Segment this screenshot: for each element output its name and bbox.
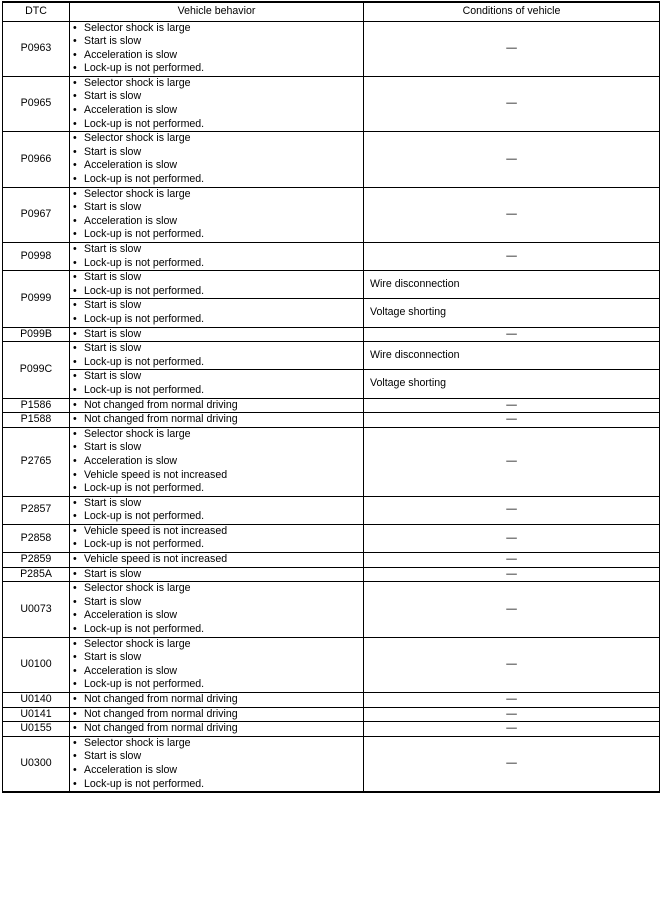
dtc-code: P099B (3, 327, 70, 342)
condition-cell: — (364, 553, 660, 568)
behavior-item: • Selector shock is large (73, 22, 363, 36)
table-row (3, 187, 660, 242)
behavior-item: • Lock-up is not performed. (73, 778, 363, 792)
dtc-code: P099C (3, 342, 70, 398)
behavior-item: • Start is slow (73, 441, 363, 455)
behavior-item: • Acceleration is slow (73, 49, 363, 63)
dtc-code: U0140 (3, 693, 70, 708)
condition-cell: — (364, 243, 660, 271)
behavior-item: • Selector shock is large (73, 188, 363, 202)
behavior-item: • Start is slow (73, 201, 363, 215)
dtc-code: U0073 (3, 582, 70, 637)
behavior-item: • Not changed from normal driving (73, 708, 363, 722)
table-row (3, 243, 660, 271)
table-row (3, 76, 660, 131)
behavior-list (73, 553, 363, 567)
dtc-code: U0100 (3, 637, 70, 692)
behavior-cell (70, 567, 364, 582)
behavior-item: • Start is slow (73, 146, 363, 160)
table-row (3, 271, 660, 299)
behavior-cell (70, 327, 364, 342)
table-body (3, 21, 660, 792)
dtc-code: P2858 (3, 524, 70, 552)
behavior-item: • Lock-up is not performed. (73, 623, 363, 637)
condition-cell: — (364, 76, 660, 131)
table-row (3, 427, 660, 496)
behavior-list (73, 582, 363, 636)
behavior-item: • Lock-up is not performed. (73, 62, 363, 76)
dtc-code: U0300 (3, 736, 70, 792)
table-row (3, 398, 660, 413)
condition-cell: Wire disconnection (364, 271, 660, 299)
behavior-list (73, 737, 363, 791)
behavior-cell (70, 243, 364, 271)
behavior-cell (70, 76, 364, 131)
condition-cell: — (364, 736, 660, 792)
behavior-cell (70, 370, 364, 398)
behavior-list (73, 328, 363, 342)
dtc-table (2, 1, 660, 793)
behavior-item: • Selector shock is large (73, 582, 363, 596)
behavior-cell (70, 299, 364, 327)
condition-cell: Wire disconnection (364, 342, 660, 370)
condition-cell: — (364, 327, 660, 342)
condition-cell: — (364, 496, 660, 524)
behavior-cell (70, 427, 364, 496)
behavior-item: • Lock-up is not performed. (73, 384, 363, 398)
condition-cell: — (364, 637, 660, 692)
table-row (3, 299, 660, 327)
condition-cell: — (364, 524, 660, 552)
behavior-item: • Lock-up is not performed. (73, 510, 363, 524)
behavior-cell (70, 187, 364, 242)
behavior-list (73, 188, 363, 242)
dtc-code: P2859 (3, 553, 70, 568)
behavior-item: • Start is slow (73, 328, 363, 342)
behavior-list (73, 708, 363, 722)
behavior-item: • Lock-up is not performed. (73, 356, 363, 370)
behavior-item: • Start is slow (73, 497, 363, 511)
dtc-code: P0967 (3, 187, 70, 242)
behavior-cell (70, 736, 364, 792)
behavior-item: • Not changed from normal driving (73, 413, 363, 427)
behavior-list (73, 568, 363, 582)
behavior-item: • Lock-up is not performed. (73, 285, 363, 299)
behavior-item: • Lock-up is not performed. (73, 482, 363, 496)
behavior-item: • Selector shock is large (73, 638, 363, 652)
behavior-cell (70, 342, 364, 370)
table-row (3, 553, 660, 568)
behavior-list (73, 77, 363, 131)
behavior-item: • Selector shock is large (73, 737, 363, 751)
behavior-cell (70, 553, 364, 568)
behavior-item: • Lock-up is not performed. (73, 538, 363, 552)
behavior-cell (70, 21, 364, 76)
behavior-item: • Lock-up is not performed. (73, 313, 363, 327)
behavior-list (73, 525, 363, 552)
behavior-item: • Lock-up is not performed. (73, 118, 363, 132)
dtc-code: P1586 (3, 398, 70, 413)
behavior-cell (70, 524, 364, 552)
behavior-item: • Acceleration is slow (73, 764, 363, 778)
header-vehicle-behavior: Vehicle behavior (70, 2, 364, 21)
behavior-item: • Start is slow (73, 299, 363, 313)
table-row (3, 342, 660, 370)
table-row (3, 722, 660, 737)
dtc-code: P0999 (3, 271, 70, 327)
behavior-list (73, 722, 363, 736)
table-row (3, 707, 660, 722)
behavior-item: • Acceleration is slow (73, 159, 363, 173)
behavior-item: • Start is slow (73, 90, 363, 104)
behavior-list (73, 132, 363, 186)
condition-cell: — (364, 722, 660, 737)
behavior-item: • Acceleration is slow (73, 455, 363, 469)
behavior-item: • Lock-up is not performed. (73, 228, 363, 242)
behavior-cell (70, 693, 364, 708)
behavior-item: • Start is slow (73, 651, 363, 665)
behavior-list (73, 638, 363, 692)
behavior-list (73, 693, 363, 707)
table-row (3, 370, 660, 398)
behavior-cell (70, 132, 364, 187)
behavior-item: • Acceleration is slow (73, 665, 363, 679)
behavior-list (73, 370, 363, 397)
behavior-item: • Vehicle speed is not increased (73, 525, 363, 539)
behavior-cell (70, 637, 364, 692)
condition-cell: — (364, 398, 660, 413)
behavior-item: • Start is slow (73, 243, 363, 257)
condition-cell: — (364, 707, 660, 722)
dtc-code: U0141 (3, 707, 70, 722)
behavior-cell (70, 582, 364, 637)
table-row (3, 327, 660, 342)
dtc-code: P2765 (3, 427, 70, 496)
behavior-list (73, 299, 363, 326)
behavior-item: • Lock-up is not performed. (73, 678, 363, 692)
behavior-item: • Start is slow (73, 596, 363, 610)
header-dtc: DTC (3, 2, 70, 21)
table-row (3, 637, 660, 692)
condition-cell: Voltage shorting (364, 370, 660, 398)
behavior-item: • Acceleration is slow (73, 104, 363, 118)
dtc-code: P2857 (3, 496, 70, 524)
dtc-code: U0155 (3, 722, 70, 737)
table-row (3, 693, 660, 708)
behavior-list (73, 271, 363, 298)
behavior-item: • Start is slow (73, 35, 363, 49)
behavior-item: • Not changed from normal driving (73, 399, 363, 413)
table-row (3, 582, 660, 637)
dtc-code: P0998 (3, 243, 70, 271)
behavior-item: • Selector shock is large (73, 428, 363, 442)
behavior-item: • Vehicle speed is not increased (73, 469, 363, 483)
behavior-cell (70, 707, 364, 722)
condition-cell: — (364, 582, 660, 637)
behavior-item: • Acceleration is slow (73, 609, 363, 623)
behavior-item: • Selector shock is large (73, 132, 363, 146)
behavior-cell (70, 398, 364, 413)
table-row (3, 567, 660, 582)
behavior-item: • Start is slow (73, 342, 363, 356)
behavior-item: • Selector shock is large (73, 77, 363, 91)
table-row (3, 736, 660, 792)
behavior-list (73, 243, 363, 270)
behavior-item: • Lock-up is not performed. (73, 257, 363, 271)
table-row (3, 413, 660, 428)
behavior-list (73, 413, 363, 427)
condition-cell: — (364, 21, 660, 76)
behavior-item: • Not changed from normal driving (73, 722, 363, 736)
behavior-item: • Acceleration is slow (73, 215, 363, 229)
header-row (3, 2, 660, 21)
condition-cell: — (364, 187, 660, 242)
condition-cell: — (364, 693, 660, 708)
condition-cell: — (364, 427, 660, 496)
dtc-code: P0966 (3, 132, 70, 187)
table-row (3, 132, 660, 187)
behavior-item: • Start is slow (73, 750, 363, 764)
condition-cell: — (364, 413, 660, 428)
table-row (3, 21, 660, 76)
dtc-code: P0965 (3, 76, 70, 131)
behavior-item: • Vehicle speed is not increased (73, 553, 363, 567)
behavior-list (73, 22, 363, 76)
behavior-item: • Not changed from normal driving (73, 693, 363, 707)
behavior-list (73, 428, 363, 496)
header-conditions: Conditions of vehicle (364, 2, 660, 21)
behavior-item: • Start is slow (73, 568, 363, 582)
dtc-code: P285A (3, 567, 70, 582)
condition-cell: — (364, 132, 660, 187)
behavior-cell (70, 413, 364, 428)
dtc-code: P0963 (3, 21, 70, 76)
behavior-item: • Start is slow (73, 271, 363, 285)
condition-cell: — (364, 567, 660, 582)
table-row (3, 524, 660, 552)
behavior-list (73, 399, 363, 413)
behavior-item: • Lock-up is not performed. (73, 173, 363, 187)
condition-cell: Voltage shorting (364, 299, 660, 327)
behavior-cell (70, 722, 364, 737)
behavior-cell (70, 496, 364, 524)
dtc-code: P1588 (3, 413, 70, 428)
behavior-cell (70, 271, 364, 299)
behavior-list (73, 497, 363, 524)
behavior-item: • Start is slow (73, 370, 363, 384)
behavior-list (73, 342, 363, 369)
table-row (3, 496, 660, 524)
